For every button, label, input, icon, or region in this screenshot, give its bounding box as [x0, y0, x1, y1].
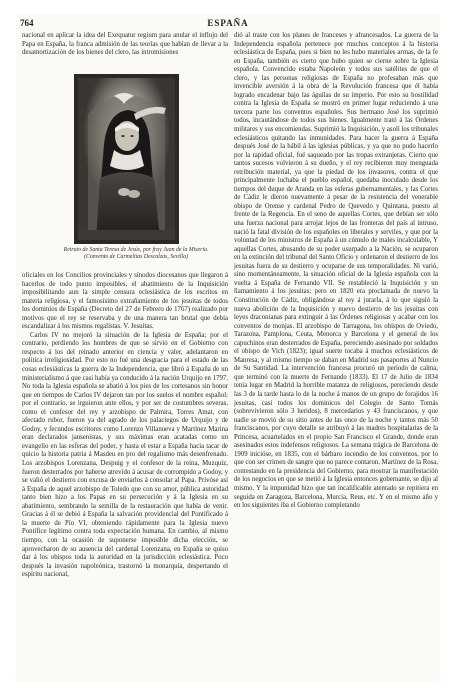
figure-caption: Retrato de Santa Teresa de Jesús, por fray Juan de la Miseria. (Convento de Carmelitas Descalzas, Sevilla): [63, 247, 209, 260]
paragraph: dió al traste con los planes de franceses y afrancesados. La guerra de la Independencia española pertenece por muchos conceptos á la historia eclesiástica de España, pues si bien no les hubo materiales armas, de la fe en España, también es cierto que hubo quien se cierne sobre la Iglesia española. Convencido estaba Napoleón y todos sus satélites de que el clero, y las personas religiosas de España no profesaban más que invencible aversión á la obra de la Revolución francesa que él había logrado encadenar bajo las águilas de su imperio. Por esto su hostilidad contra la Iglesia de España se mostró en primer lugar reduciendo á una tercera parte los conventos españoles. Sus hermano José los suprimió todos, incautándose de todos sus bienes. Igualmente trató á las Órdenes militares y sus encomiendas. Suprimió la Inquisición, y asolí los tribunales eclesiásticos quitando las inmunidades. Para hacer la guerra á España después José de la hábil á las iglesias públicas, y ya que no pudo hacerlo por la rapidad oficial, fué saqueado por las tropas extranjeras. Cierto que tantos sucesos volvieron á su dueño, y el rey recibieron muy menguada retribución material, ya que la piedad de los invasores, contra el que principalmente luchaba el pueblo español, quedaba inoculado desde los tiempos del duque de Aranda en las esferas gubernamentales, y las Cortes de Cádiz le dieron nuevamente á pesar de la resistencia del venerable obispo de Orense y cardenal Pedro de Quevedo y Quintana, puesto al frente de la Regencia. En el seno de aquellas Cortes, que debían ser sólo una fuerza nacional para arrojar lejos de las fronteras del país al intruso, nació la fatal división de los españoles en liberales y serviles, y que por la voluntad de los ministros de España á un cúmulo de males incalculable, Y aquellas Cortes, abusando de su poder usurpado a la Nación, se ocuparon en la extinción del tribunal del Santo Oficio y ordenaron el destierro de los jesuitas fuera de su destierro y ocuparse de sus temporalidades. Ni varió, sino momentáneamente, la situación oficial de la Iglesia española con la vuelta á España de Fernando VII. Se restableció la Inquisición y un llamamiento á los jesuitas; pero en 1820 era proclamada de nuevo la Constitución de Cádiz, obligándose al rey á jurarla, á lo que siguió la nueva abolición de la Inquisición y nuevo destierro de los jesuitas con leyes draconianas para extinguir á las Órdenes religiosas y acabar con los conventos de monjas. El arzobispo de Tarragona, los obispos de Oviedo, Tarazona, Pamplona, Ceuta, Menorca y Barcelona y el general de los capuchinos eran desterrados de España, pereciendo asesinado por soldados el obispo de Vich (1823); igual suerte tocaba á muchos eclesiásticos de Manresa, y al mismo tiempo se daban en Madrid sus pasaportes al Nuncio de Su Santidad. La intervención francesa procuró un periodo de calma, que terminó con la muerte de Fernando (1833). El 17 de Julio de 1834 tenía lugar en Madrid la horrible matanza de religiosos, pereciendo desde las 3 de la tarde hasta lo de la noche á manos de un grupo de forajidos 16 jesuitas, casi todos los dominicos del Colegio de Santo Tomás (sobrevivieron sólo 3 heridos), 8 mercedarios y 43 franciscanos, y que nadie se movió de su sitio antes de las once de la noche y tantos más 50 franciscanos, por cuyo detalle se atribuyó á las madres hospitalarias de la Princesa, acuartelados en el propio San Francisco el Grande, donde eran asesinados estos indefensos religiosos. La semana trágica de Barcelona de 1909 inicióse, en 1835, con el bárbaro incendio de los conventos, por lo que con ser crimen de sangre que no parece contaron. Martínez de la Rosa, contestando en la presidencia del Gobierno, para mostrar la manifestación de los negocios en que se metió á la Iglesia entonces gobernante, se dijo al mismo. Y la impunidad hizo que tan incalificable atentado se repitiera en seguida en Zaragoza, Barcelona, Murcia, Reus, etc. Y en el mismo año y en los siguientes iba el Gobierno completando: [234, 32, 438, 510]
right-column: [234, 32, 438, 672]
left-column-bottom: [22, 272, 228, 672]
paragraph: Carlos IV no mejoró la situación de la Iglesia de España; por el contrario, perdiendo los hombres de que se sirvió en el Gobierno con respecto á los del reinado anterior en ciencia y valer, adelantaron en política irreligiosidad. Por esto no fué una desgracia para el estado de las cosas eclesiásticas la guerra de la Independencia, que libró á España de un ministerialismo á que casi había ya conducido á la nación Urquijo en 1797. No toda la Iglesia española se abatió á los pies de los cortesanos sin honor que en tiempos de Carlos IV dejaron tan por los suelos el nombre español: por el contrario, se irguieron ante ellos, y por ser de costumbres severas, como el confesor del rey y arzobispo de Palmira, Torres Amat, con afectado rubor, fueron ya del agrado de los palaciegos de Urquijo y de Godoy, y fecundos escritores como Lorenzo Villanueva y Martínez Marina eran declarados jansenistas, y sus máximas eran acatadas como un evangelio en las esferas del poder, y hasta el estar a España hacia tacar de quicio la historia patria á Masdeu en pro del regalismo más desenfrenado. Los arzobispos Lorenzana, Despuig y el confesor de la reina, Muzquiz, fueron desterrados por haberse atrevido á acusar de corrompido a Godoy, y se valió el destierro con excusa de enviarlos á consolar al Papa. Privóse así á España de aquel arzobispo de Toledo que con su amor, pública autoridad tanto bien hizo a los Papas en su persecución y á la Iglesia en su abatimiento, sembrando la semilla de la restauración que había de venir. Gracias á él se debió á España la salvación providencial del Pontificado á la muerte de Pío VI, obteniendo rápidamente para la Iglesia nuevo Pontífice legítimo contra toda expectación humana. En cambio, al mismo tiempo, con la ocasión de suponerse imposible dicha elección, se aprovecharon de su ausencia del cardenal Lorenzana, en España se quiso dar á los obispos toda la autoridad en la jurisdicción eclesiástica. Poco después la invasión napoleónica, trastornó la monarquía, despertando el espíritu nacional,: [22, 331, 228, 579]
paragraph: nacional en aplicar la idea del Exequatur regium para anular el influjo del Papa en España, la franca admisión de las teorías que habían de llevar a la desamortización de los bienes del clero, las intromisiones: [22, 32, 228, 57]
left-column-top: [22, 32, 228, 72]
book-page: [16, 14, 440, 682]
page-number: 764: [20, 18, 34, 28]
paragraph: oficiales en los Concilios provinciales y sínodos diocesanos que llegaron á hacerlos de todo punto imposibles, el abatimiento de la Inquisición imposibilitando aun la simple censura eclesiástica de los escritos en materia religiosa, y el famosísimo extrañamiento de los jesuitas de todos los dominios de España (Decreto del 27 de Febrero de 1767) realizado por motivos que el rey se reservaba y de una manera tan brutal que debía escandalizar á los mismos regalistas. V. Jesuítas.: [22, 272, 228, 331]
running-title: ESPAÑA: [207, 18, 249, 28]
page-header: [16, 14, 440, 34]
saint-teresa-portrait-image: [74, 74, 179, 244]
portrait-figure: [74, 74, 179, 244]
